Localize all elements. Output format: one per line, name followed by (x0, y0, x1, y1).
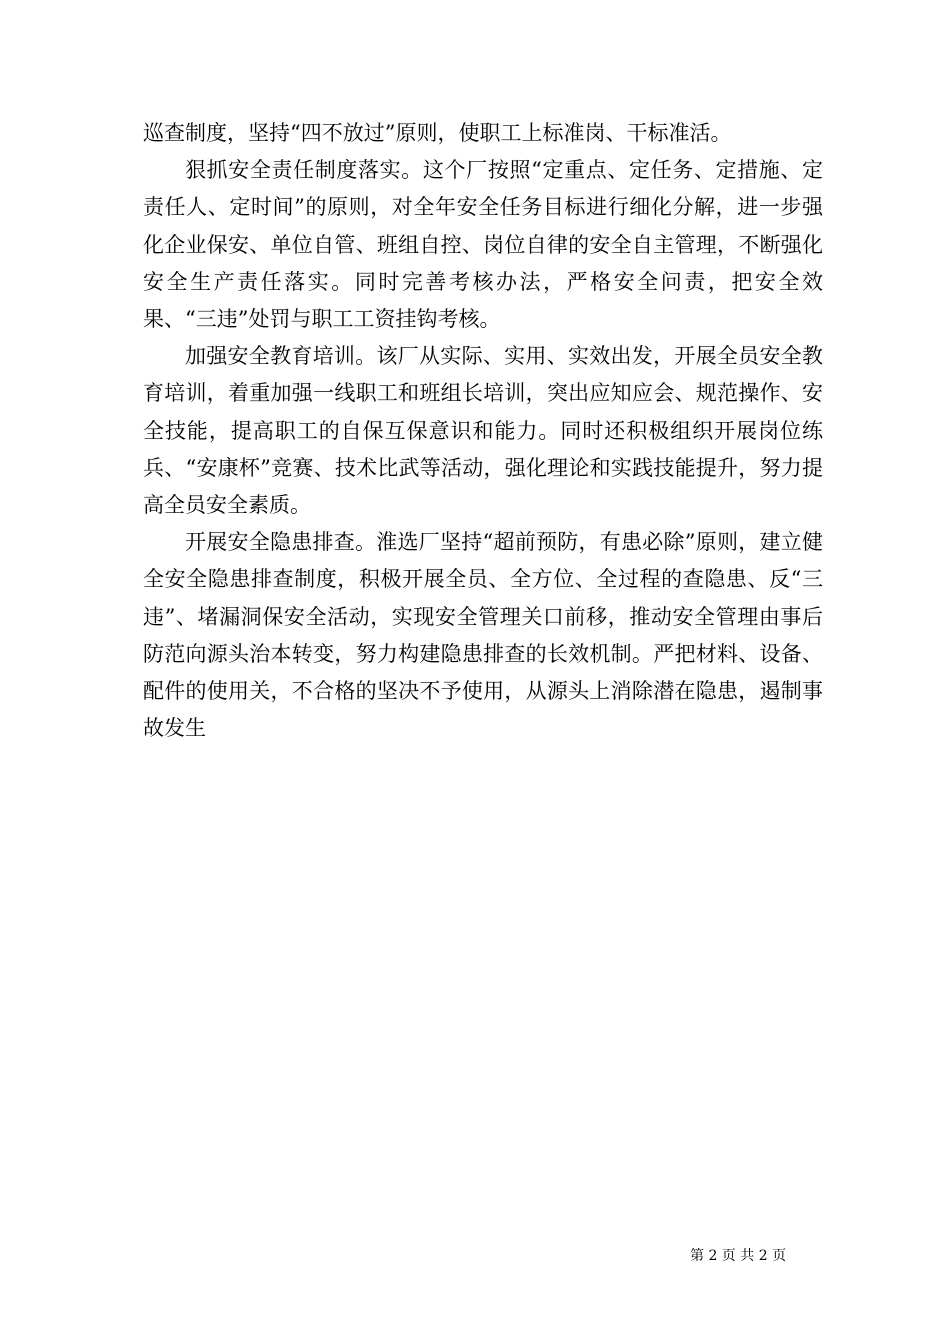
page-number-footer: 第 2 页 共 2 页 (690, 1248, 787, 1264)
paragraph-safety-training: 加强安全教育培训。该厂从实际、实用、实效出发，开展全员安全教育培训，着重加强一线职工和班组长培训，突出应知应会、规范操作、安全技能，提高职工的自保互保意识和能力。同时还积极组织开展岗位练兵、“安康杯”竞赛、技术比武等活动，强化理论和实践技能提升，努力提高全员安全素质。 (143, 344, 823, 518)
paragraph-safety-responsibility: 狠抓安全责任制度落实。这个厂按照“定重点、定任务、定措施、定责任人、定时间”的原则，对全年安全任务目标进行细化分解，进一步强化企业保安、单位自管、班组自控、岗位自律的安全自主管理，不断强化安全生产责任落实。同时完善考核办法，严格安全问责，把安全效果、“三违”处罚与职工工资挂钩考核。 (143, 158, 823, 332)
paragraph-continuation: 巡查制度，坚持“四不放过”原则，使职工上标准岗、干标准活。 (143, 121, 732, 145)
paragraph-hazard-inspection: 开展安全隐患排查。淮选厂坚持“超前预防，有患必除”原则，建立健全安全隐患排查制度，积极开展全员、全方位、全过程的查隐患、反“三违”、堵漏洞保安全活动，实现安全管理关口前移，推动安全管理由事后防范向源头治本转变，努力构建隐患排查的长效机制。严把材料、设备、配件的使用关，不合格的坚决不予使用，从源头上消除潜在隐患，遏制事故发生 (143, 530, 823, 741)
document-body (143, 115, 823, 747)
